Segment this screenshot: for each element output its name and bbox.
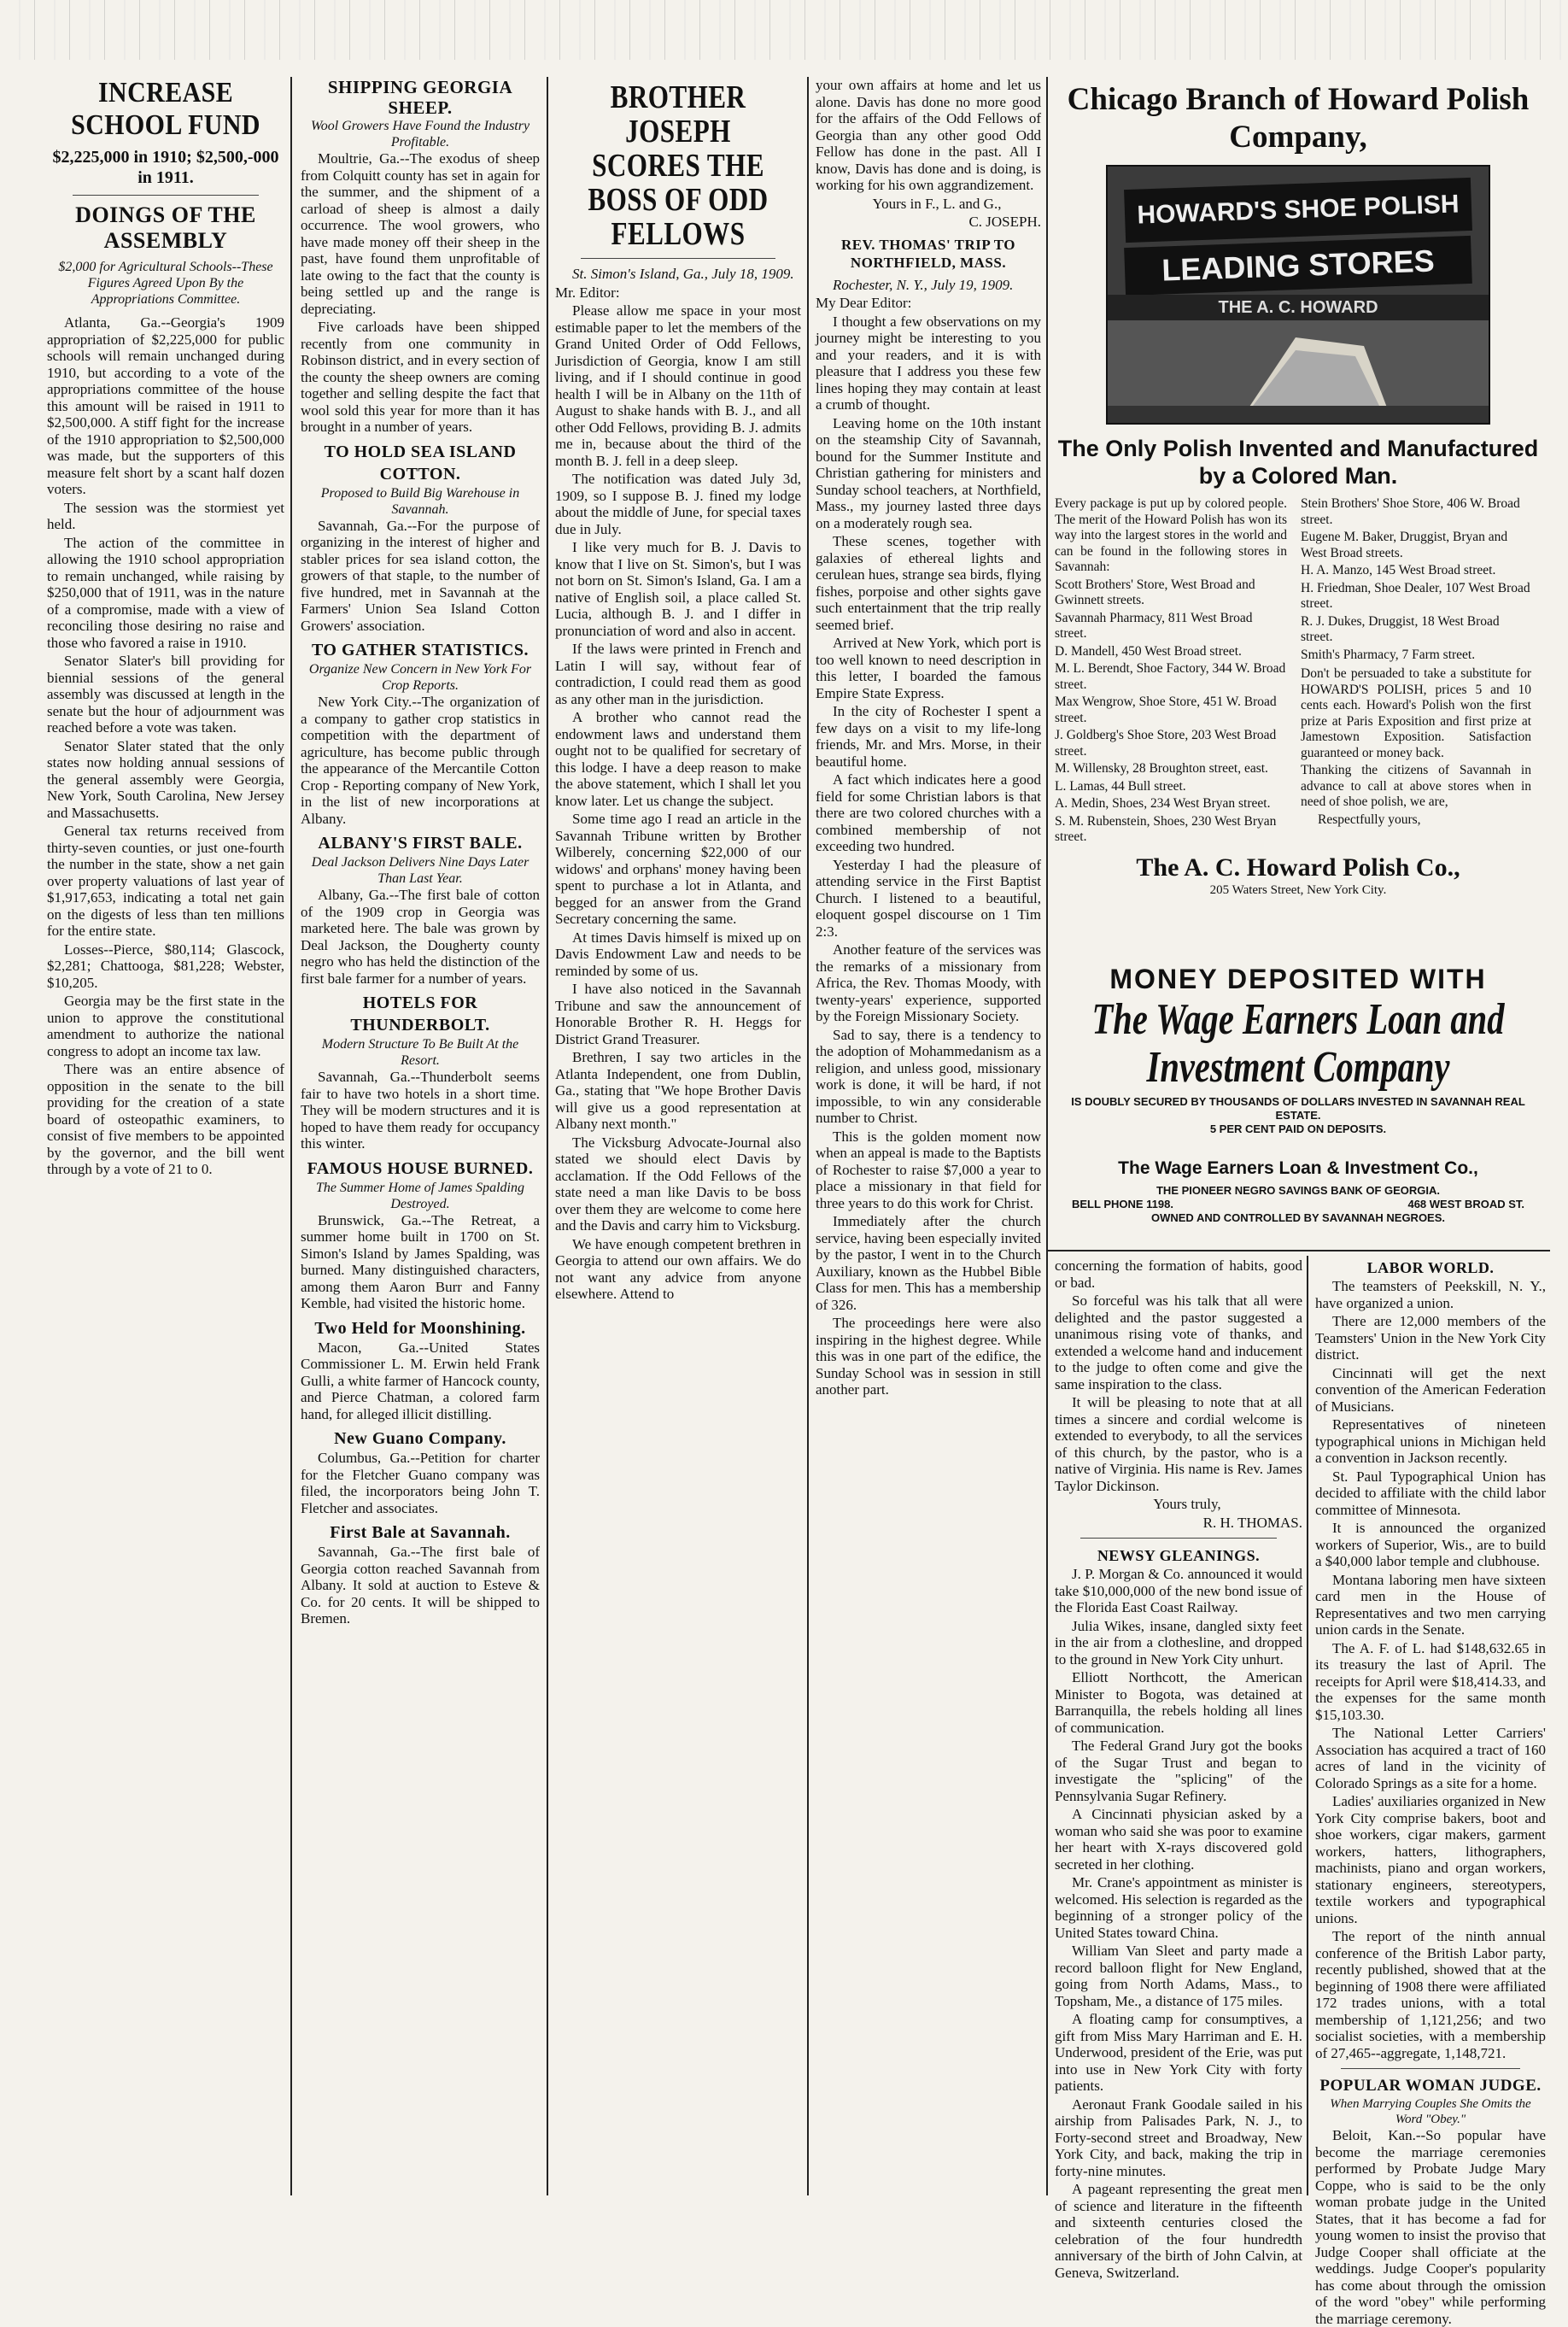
paragraph: Losses--Pierce, $80,114; Glascock, $2,281; Chattooga, $81,228; Webster, $10,205. — [47, 941, 284, 991]
subhead: Deal Jackson Delivers Nine Days Later Than Last Year. — [311, 855, 529, 886]
paragraph: The session was the stormiest yet held. — [47, 499, 284, 532]
paragraph: At times Davis himself is mixed up on Davis Endowment Law and needs to be reminded by some of us. — [555, 929, 801, 979]
paragraph: Arrived at New York, which port is too well known to need description in this letter, I boarded the famous Empire State Express. — [816, 635, 1041, 701]
ad2-line9: OWNED AND CONTROLLED BY SAVANNAH NEGROES. — [1150, 1211, 1446, 1224]
ad2-address: 468 WEST BROAD ST. — [1407, 1198, 1524, 1210]
store-item: H. Friedman, Shoe Dealer, 107 West Broad street. — [1301, 580, 1530, 611]
headline-doings-of-assembly: DOINGS OF THE ASSEMBLY — [75, 202, 256, 253]
paragraph: So forceful was his talk that all were delighted and the pastor suggested a unanimous rising vote of thanks, and extended a welcome hand and inducement to the judge to often come and give the same inspiration to the class. — [1055, 1292, 1302, 1392]
store-item: Stein Brothers' Shoe Store, 406 W. Broad street. — [1301, 496, 1520, 527]
article-body — [301, 1069, 540, 1152]
ad-title: Chicago Branch of Howard Polish Company, — [1067, 82, 1530, 155]
paragraph: Five carloads have been shipped recently from one community in Robinson district, and in every section of the county the sheep owners are coming together and selling despite the fact that wool sold this year for more than it has brought in a number of years. — [301, 319, 540, 435]
ad2-contact-row — [1055, 1198, 1542, 1210]
subhead: Modern Structure To Be Built At the Resort. — [321, 1037, 519, 1068]
column-rule — [1046, 77, 1048, 2195]
deck-school-fund: $2,225,000 in 1910; $2,500,-000 in 1911. — [52, 148, 279, 187]
paragraph: Savannah, Ga.--For the purpose of organizing in the interest of higher and stabler prices for sea island cotton, the growers of that staple, to the number of five hundred, met in Savannah at the Farmers' Union Sea Island Cotton Growers' association. — [301, 517, 540, 634]
paragraph: Albany, Ga.--The first bale of cotton of the 1909 crop in Georgia was marketed here. The bale was grown by Deal Jackson, the Dougherty county negro who has held the distinction of the first bale farmer for a number of years. — [301, 887, 540, 987]
article-body — [301, 1544, 540, 1627]
headline-popular-woman-judge: POPULAR WOMAN JUDGE. — [1319, 2077, 1542, 2095]
subhead: When Marrying Couples She Omits the Word "Obey." — [1330, 2097, 1531, 2126]
paragraph: It will be pleasing to note that at all times a sincere and cordial welcome is extended to everybody, to all the services of this church, by the pastor, who is a native of Virginia. His name is Rev. James Taylor Dickinson. — [1055, 1394, 1302, 1494]
ad-regards: Respectfully yours, — [1318, 812, 1421, 827]
paragraph: We have enough competent brethren in Georgia to attend our own affairs. We do not want any advice from anyone elsewhere. Attend to — [555, 1235, 801, 1302]
store-item: S. M. Rubenstein, Shoes, 230 West Bryan street. — [1055, 813, 1277, 844]
paragraph: The action of the committee in allowing the 1910 school appropriation to remain unchanged, while raising by $250,000 that of 1911, was in the nature of a compromise, made with a view of reconciling those desiring no raise and those who favored a raise in 1910. — [47, 534, 284, 651]
list-item: Aeronaut Frank Goodale sailed in his airship from Palisades Park, N. J., to Forty-second street and Broadway, New York City, and back, making the trip in forty-nine minutes. — [1055, 2095, 1302, 2179]
image-sign-howards: HOWARD'S SHOE POLISH — [1124, 178, 1472, 243]
list-item: The teamsters of Peekskill, N. Y., have organized a union. — [1315, 1278, 1546, 1311]
store-item: M. L. Berendt, Shoe Factory, 344 W. Broad street. — [1055, 661, 1286, 692]
article-body-rev-thomas — [816, 277, 1041, 1398]
list-item: There are 12,000 members of the Teamsters' Union in the New York City district. — [1315, 1313, 1546, 1363]
list-item: St. Paul Typographical Union has decided to affiliate with the child labor committee of Minnesota. — [1315, 1468, 1546, 1518]
subhead: Wool Growers Have Found the Industry Profitable. — [310, 119, 530, 149]
ad2-phone: BELL PHONE 1198. — [1072, 1198, 1173, 1210]
column-rule — [290, 77, 292, 2195]
divider — [581, 258, 775, 259]
ad-company-address: 205 Waters Street, New York City. — [1209, 882, 1387, 897]
column-6 — [1315, 1257, 1546, 2327]
ad2-line5: The Wage Earners Loan & Investment Co., — [1118, 1158, 1478, 1178]
store-list-columns — [1055, 496, 1542, 847]
column-rule — [1307, 1256, 1308, 2195]
list-item: The National Letter Carriers' Association has acquired a tract of 160 acres of land in the vicinity of Colorado Springs as a site for a home. — [1315, 1725, 1546, 1791]
paragraph: Macon, Ga.--United States Commissioner L. M. Erwin held Frank Gulli, a white farmer of Hancock county, and Pierce Chatman, a colored farm hand, for alleged illicit distilling. — [301, 1339, 540, 1422]
list-item: William Van Sleet and party made a record balloon flight for New England, going from North Adams, Mass., to Topsham, Me., a distance of 175 miles. — [1055, 1943, 1302, 2009]
column-5-lower — [1055, 1257, 1302, 2281]
headline-moonshining: Two Held for Moonshining. — [314, 1318, 526, 1338]
article-body — [301, 1212, 540, 1312]
paragraph: Yesterday I had the pleasure of attending service in the First Baptist Church. I listened to a beautiful, eloquent gospel discourse on 1 Tim 2:3. — [816, 856, 1041, 940]
dateline: St. Simon's Island, Ga., July 18, 1909. — [572, 266, 794, 282]
paragraph: Sad to say, there is a tendency to the adoption of Mohammedanism as a religion, and unless good, missionary work is done, it will be hard, if not impossible, to win any considerable number to Christ. — [816, 1026, 1041, 1126]
paragraph: This is the golden moment now when an appeal is made to the Baptists of Rochester to raise $7,000 a year to place a missionary in that field for three years to do this work for Christ. — [816, 1128, 1041, 1211]
article-body — [301, 1339, 540, 1423]
paragraph: Please allow me space in your most estimable paper to let the members of the Grand United Order of Odd Fellows, Jurisdiction of Georgia, know I am still living, and if I should continue in good health I will be in Albany on the 11th of August to shake hands with B. J., and all other Odd Fellows, providing B. J. admits me in, because about the third of the month B. J. fell in a deep sleep. — [555, 302, 801, 469]
ad2-company-banner: The Wage Earners Loan and Investment Company — [1091, 995, 1505, 1092]
store-item: M. Willensky, 28 Broughton street, east. — [1055, 761, 1268, 776]
store-item: Smith's Pharmacy, 7 Farm street. — [1301, 647, 1476, 662]
store-item: D. Mandell, 450 West Broad street. — [1055, 643, 1242, 659]
image-sign-company: THE A. C. HOWARD — [1108, 295, 1489, 320]
ad-headline: The Only Polish Invented and Manufactured by a Colored Man. — [1057, 436, 1539, 489]
list-item: It is announced the organized workers of Superior, Wis., are to build a $40,000 labor temple and clubhouse. — [1315, 1520, 1546, 1569]
list-item: The report of the ninth annual conference of the British Labor party, recently published, showed that at the beginning of 1908 there were affiliated 172 trades unions, with a total membership of 1,121,256; and two socialist societies, with a membership of 27,465--aggregate, 1,148,721. — [1315, 1928, 1546, 2061]
paragraph: Leaving home on the 10th instant on the steamship City of Savannah, bound for the Summer Institute and Christian gathering for ministers and Sunday school teachers, at Northfield, Mass., my journey lasted three days on a moderately rough sea. — [816, 414, 1041, 531]
ad2-line1: MONEY DEPOSITED WITH — [1109, 964, 1487, 994]
newsy-gleanings-list — [1055, 1566, 1302, 2281]
store-item: Eugene M. Baker, Druggist, Bryan and West Broad streets. — [1301, 530, 1508, 560]
paragraph: General tax returns received from thirty-seven counties, or just one-fourth the number in the state, show a net gain over property valuations of last year of $1,917,653, indicating a total net gain on the digests of less than ten millions for the entire state. — [47, 823, 284, 939]
list-item: The Federal Grand Jury got the books of the Sugar Trust and began to investigate the "splicing" of the Pennsylvania Sugar Refinery. — [1055, 1738, 1302, 1804]
column-3 — [555, 77, 801, 2195]
headline-increase-school-fund: INCREASE SCHOOL FUND — [71, 77, 260, 141]
paragraph: Senator Slater stated that the only states now holding annual sessions of the general assembly were Georgia, New York, South Carolina, New Jersey and Massachusetts. — [47, 737, 284, 821]
list-item: The A. F. of L. had $148,632.65 in its treasury the last of April. The receipts for April were $18,414.33, and the expenses for the same month $15,103.30. — [1315, 1639, 1546, 1723]
page-top-margin-texture — [0, 0, 1568, 60]
article-body-brother-joseph — [555, 266, 801, 1303]
paragraph: The proceedings here were also inspiring in the highest degree. While this was in one part of the edifice, the Sunday School was in session in still another part. — [816, 1315, 1041, 1398]
column-rule — [547, 77, 548, 2195]
paragraph: New York City.--The organization of a company to gather crop statistics in competition with the department of agriculture, has become public through the appearance of the Mercantile Cotton Crop - Reporting company of New York, in the list of new incorporations at Albany. — [301, 694, 540, 827]
shoe-polish-tin-drawing — [1108, 320, 1489, 423]
ad2-line3: IS DOUBLY SECURED BY THOUSANDS OF DOLLARS INVESTED IN SAVANNAH REAL ESTATE. — [1071, 1095, 1525, 1122]
signature: C. JOSEPH. — [968, 214, 1041, 230]
dateline: Rochester, N. Y., July 19, 1909. — [833, 276, 1014, 293]
labor-world-list — [1315, 1278, 1546, 2061]
store-item: J. Goldberg's Shoe Store, 203 West Broad street. — [1055, 728, 1277, 759]
paragraph: A fact which indicates here a good field for some Christian labors is that there are two colored churches with a combined membership of not exceeding two hundred. — [816, 771, 1041, 854]
ad-closing: Thanking the citizens of Savannah in advance to call at above stores when in need of shoe polish, we are, — [1301, 763, 1531, 809]
headline-famous-house-burned: FAMOUS HOUSE BURNED. — [307, 1158, 534, 1178]
article-body-assembly — [47, 314, 284, 1178]
list-item: Mr. Crane's appointment as minister is welcomed. His selection is regarded as the beginning of a stronger policy of the United States toward China. — [1055, 1874, 1302, 1941]
headline-rev-thomas-trip: REV. THOMAS' TRIP TO NORTHFIELD, MASS. — [841, 236, 1015, 271]
salutation: My Dear Editor: — [816, 295, 912, 311]
headline-first-bale-savannah: First Bale at Savannah. — [330, 1523, 511, 1542]
subhead: Proposed to Build Big Warehouse in Savannah. — [320, 485, 520, 517]
subhead: The Summer Home of James Spalding Destroyed. — [316, 1180, 524, 1211]
paragraph: Savannah, Ga.--The first bale of Georgia cotton reached Savannah from Albany. It sold at auction to Esteve & Co. for 20 cents. It will be shipped to Bremen. — [301, 1544, 540, 1627]
store-list-right — [1301, 496, 1531, 847]
store-item: Scott Brothers' Store, West Broad and Gwinnett streets. — [1055, 577, 1255, 607]
store-list-left — [1055, 496, 1287, 847]
paragraph: I have also noticed in the Savannah Tribune and saw the announcement of Honorable Brother R. H. Heggs for District Grand Treasurer. — [555, 981, 801, 1047]
signature: R. H. THOMAS. — [1202, 1514, 1302, 1531]
paragraph: In the city of Rochester I spent a few days on a visit to my life-long friends, Mr. and Mrs. Morse, in their beautiful home. — [816, 703, 1041, 770]
list-item: A pageant representing the great men of science and literature in the fifteenth and sixteenth centuries closed the celebration of the four hundredth anniversary of the birth of John Calvin, at Geneva, Switzerland. — [1055, 2181, 1302, 2281]
headline-shipping-sheep: SHIPPING GEORGIA SHEEP. — [327, 77, 513, 118]
wage-earners-footer — [1055, 1158, 1542, 1251]
closing: Yours truly, — [1153, 1496, 1221, 1512]
paragraph: your own affairs at home and let us alone. Davis has done no more good for the affairs of the Odd Fellows of Georgia than any other good Odd Fellow has done in the past. All I know, Davis has done and is doing, is working for his own aggrandizement. — [816, 77, 1041, 193]
headline-albany-first-bale: ALBANY'S FIRST BALE. — [318, 834, 523, 853]
paragraph: The Vicksburg Advocate-Journal also stated we should elect Davis by acclamation. If the Odd Fellows of the state need a man like Davis to be boss over them they are welcome to come here and the Davis and carry him to Vicksburg. — [555, 1134, 801, 1234]
divider — [1046, 1250, 1550, 1251]
paragraph: Another feature of the services was the remarks of a missionary from Africa, the Rev. Thomas Moody, with twenty-years' experience, supported by the Foreign Missionary Society. — [816, 941, 1041, 1024]
headline-guano-company: New Guano Company. — [334, 1429, 506, 1448]
list-item: Montana laboring men have sixteen card men in the House of Representatives and two men carrying union cards in the Senate. — [1315, 1571, 1546, 1638]
ad2-line4: 5 PER CENT PAID ON DEPOSITS. — [1209, 1122, 1387, 1135]
column-4 — [816, 77, 1041, 2195]
subhead-assembly: $2,000 for Agricultural Schools--These Figures Agreed Upon By the Appropriations Committee. — [58, 260, 273, 307]
headline-labor-world: LABOR WORLD. — [1366, 1259, 1495, 1276]
article-body — [301, 694, 540, 827]
ad-company-name: The A. C. Howard Polish Co., — [1136, 853, 1460, 882]
wage-earners-advertisement — [1055, 964, 1542, 1152]
howard-polish-advertisement — [1055, 81, 1542, 952]
paragraph: I thought a few observations on my journey might be interesting to you and your readers, and it is with pleasure that I address you these few lines hoping they may contain at least a crumb of thought. — [816, 313, 1041, 413]
divider — [1341, 2068, 1520, 2069]
paragraph: Some time ago I read an article in the Savannah Tribune written by Brother Wilberely, concerning $22,000 of our widows' and orphans' money having been spent to purchase a lot in Atlanta, and begged for an answer from the Grand Secretary concerning the same. — [555, 811, 801, 927]
ad2-line6: THE PIONEER NEGRO SAVINGS BANK OF GEORGIA. — [1156, 1184, 1440, 1197]
divider — [73, 195, 259, 196]
ad-intro: Every package is put up by colored people. The merit of the Howard Polish has won its way into the largest stores in the world and can be found in the following stores in Savannah: — [1055, 496, 1287, 574]
paragraph: Beloit, Kan.--So popular have become the marriage ceremonies performed by Probate Judge Mary Coppe, who is said to be the only woman probate judge in the United States, that it has become a fad for young women to insist the proviso that Judge Cooper shall officiate at the weddings. Judge Cooper's popularity has come about through the omission of the word "obey" while performing the marriage ceremony. — [1315, 2127, 1546, 2327]
headline-gather-statistics: TO GATHER STATISTICS. — [311, 641, 529, 659]
paragraph: Georgia may be the first state in the union to approve the constitutional amendment to authorize the national congress to adopt an income tax law. — [47, 993, 284, 1059]
headline-brother-joseph: BROTHER JOSEPH SCORES THE BOSS OF ODD FELLOWS — [588, 79, 769, 252]
list-item: Representatives of nineteen typographical unions in Michigan held a convention in Jackson recently. — [1315, 1416, 1546, 1466]
list-item: A floating camp for consumptives, a gift from Miss Mary Harriman and E. H. Underwood, president of the Erie, was put into use in New York City with forty patients. — [1055, 2011, 1302, 2094]
list-item: A Cincinnati physician asked by a woman who said she was poor to examine her heart with X-rays discovered gold secreted in her clothing. — [1055, 1806, 1302, 1873]
column-rule — [807, 77, 809, 2195]
paragraph: Columbus, Ga.--Petition for charter for the Fletcher Guano company was filed, the incorporators being John T. Fletcher and associates. — [301, 1450, 540, 1516]
article-body-rev-thomas-end — [1055, 1257, 1302, 1531]
paragraph: concerning the formation of habits, good or bad. — [1055, 1257, 1302, 1291]
subhead: Organize New Concern in New York For Crop Reports. — [308, 662, 532, 693]
column-2 — [301, 77, 540, 2195]
paragraph: There was an entire absence of opposition in the senate to the bill providing for the creation of a state board of osteopathic examiners, to consist of five members to be appointed by the governor, and the bill went through by a vote of 21 to 0. — [47, 1061, 284, 1177]
paragraph: If the laws were printed in French and Latin I will say, without fear of contradiction, I could read them as good as any other man in the jurisdiction. — [555, 641, 801, 707]
article-body-woman-judge — [1315, 2127, 1546, 2327]
store-item: H. A. Manzo, 145 West Broad street. — [1301, 563, 1496, 577]
paragraph: Immediately after the church service, having been especially invited by the pastor, I went in to the Church Auxiliary, known as the Hubbel Bible Class for men. This has a membership of 326. — [816, 1213, 1041, 1313]
paragraph: Atlanta, Ga.--Georgia's 1909 appropriation of $2,225,000 for public schools will remain unchanged during 1910, but according to a vote of the appropriations committee of the house this amount will be raised in 1911 to $2,500,000. A stiff fight for the increase of the 1910 appropriation to $2,500,000 was made, but the supporters of this measure felt short by a scant half dozen voters. — [47, 314, 284, 497]
list-item: Ladies' auxiliaries organized in New York City comprise bakers, boot and shoe workers, cigar makers, garment workers, hatters, lithographers, machinists, piano and organ workers, stationary engineers, stereotypers, textile workers and typographical unions. — [1315, 1793, 1546, 1926]
divider — [1080, 1538, 1277, 1539]
headline-hotels-thunderbolt: HOTELS FOR THUNDERBOLT. — [350, 994, 490, 1035]
store-item: A. Medin, Shoes, 234 West Bryan street. — [1055, 796, 1271, 811]
store-item: Max Wengrow, Shoe Store, 451 W. Broad street. — [1055, 695, 1277, 725]
list-item: Cincinnati will get the next convention of the American Federation of Musicians. — [1315, 1364, 1546, 1415]
headline-sea-island-cotton: TO HOLD SEA ISLAND COTTON. — [324, 442, 517, 484]
paragraph: The notification was dated July 3d, 1909, so I suppose B. J. fined my lodge about the middle of June, for special taxes due in July. — [555, 471, 801, 537]
paragraph: Brethren, I say two articles in the Atlanta Independent, one from Dublin, Ga., stating that "We hope Brother Davis will give us a good representation at Albany next month." — [555, 1049, 801, 1132]
list-item: Elliott Northcott, the American Minister to Bogota, was detained at Barranquilla, the rebels holding all lines of communication. — [1055, 1669, 1302, 1736]
article-body — [301, 887, 540, 987]
paragraph: Senator Slater's bill providing for biennial sessions of the general assembly was discussed at length in the senate but the hour of adjournment was reached before a vote was taken. — [47, 653, 284, 736]
paragraph: These scenes, together with galaxies of ethereal lights and cerulean hues, strange sea birds, flying fishes, porpoise and other sights gave such entertainment that the trip really seemed brief. — [816, 533, 1041, 633]
article-body — [301, 150, 540, 436]
store-item: R. J. Dukes, Druggist, 18 West Broad street. — [1301, 613, 1500, 644]
article-body-continued — [816, 77, 1041, 231]
paragraph: I like very much for B. J. Davis to know that I live on St. Simon's, but I was not born on St. Simon's Island, Ga. I am a native of English soil, a place called St. Lucia, although B. J. and I differ in pronunciation of word and also in accent. — [555, 539, 801, 639]
column-1 — [47, 77, 284, 2195]
image-sign-leading-stores: LEADING STORES — [1124, 236, 1472, 296]
paragraph: Moultrie, Ga.--The exodus of sheep from Colquitt county has set in again for the summer, and the shipment of a carload of sheep is almost a daily occurrence. The wool growers, who have made money off their sheep in the past, have found them unprofitable of late owing to the fact that the county is being settled up and the range is depreciating. — [301, 150, 540, 317]
article-body — [301, 1450, 540, 1516]
paragraph: Brunswick, Ga.--The Retreat, a summer home built in 1700 on St. Simon's Island by James Spalding, was burned. Many distinguished characters, among them Aaron Burr and Fanny Kemble, had visited the historic home. — [301, 1211, 540, 1311]
list-item: Julia Wikes, insane, dangled sixty feet in the air from a clothesline, and dropped to the ground in New York City unhurt. — [1055, 1617, 1302, 1668]
closing: Yours in F., L. and G., — [872, 195, 1002, 212]
paragraph: Savannah, Ga.--Thunderbolt seems fair to have two hotels in a short time. They will be modern structures and it is hoped to have them ready for occupancy this winter. — [301, 1069, 540, 1152]
list-item: J. P. Morgan & Co. announced it would take $10,000,000 of the new bond issue of the Florida East Coast Railway. — [1055, 1566, 1302, 1615]
salutation: Mr. Editor: — [555, 284, 620, 301]
paragraph: A brother who cannot read the endowment laws and understand them ought not to be qualified for secretary of this lodge. I have a deep reason to make the above statement, which I shall let you know later. Let us change the subject. — [555, 709, 801, 809]
article-body — [301, 518, 540, 635]
headline-newsy-gleanings: NEWSY GLEANINGS. — [1097, 1547, 1261, 1564]
store-item: L. Lamas, 44 Bull street. — [1055, 778, 1186, 794]
shoe-polish-storefront-image — [1106, 165, 1490, 425]
ad-closing: Don't be persuaded to take a substitute for HOWARD'S POLISH, prices 5 and 10 cents each. Howard's Polish won the first prize at Paris Exposition and first prize at Jamestown Exposition. Satisfaction guaranteed or money back. — [1301, 666, 1531, 760]
store-item: Savannah Pharmacy, 811 West Broad street. — [1055, 610, 1253, 641]
